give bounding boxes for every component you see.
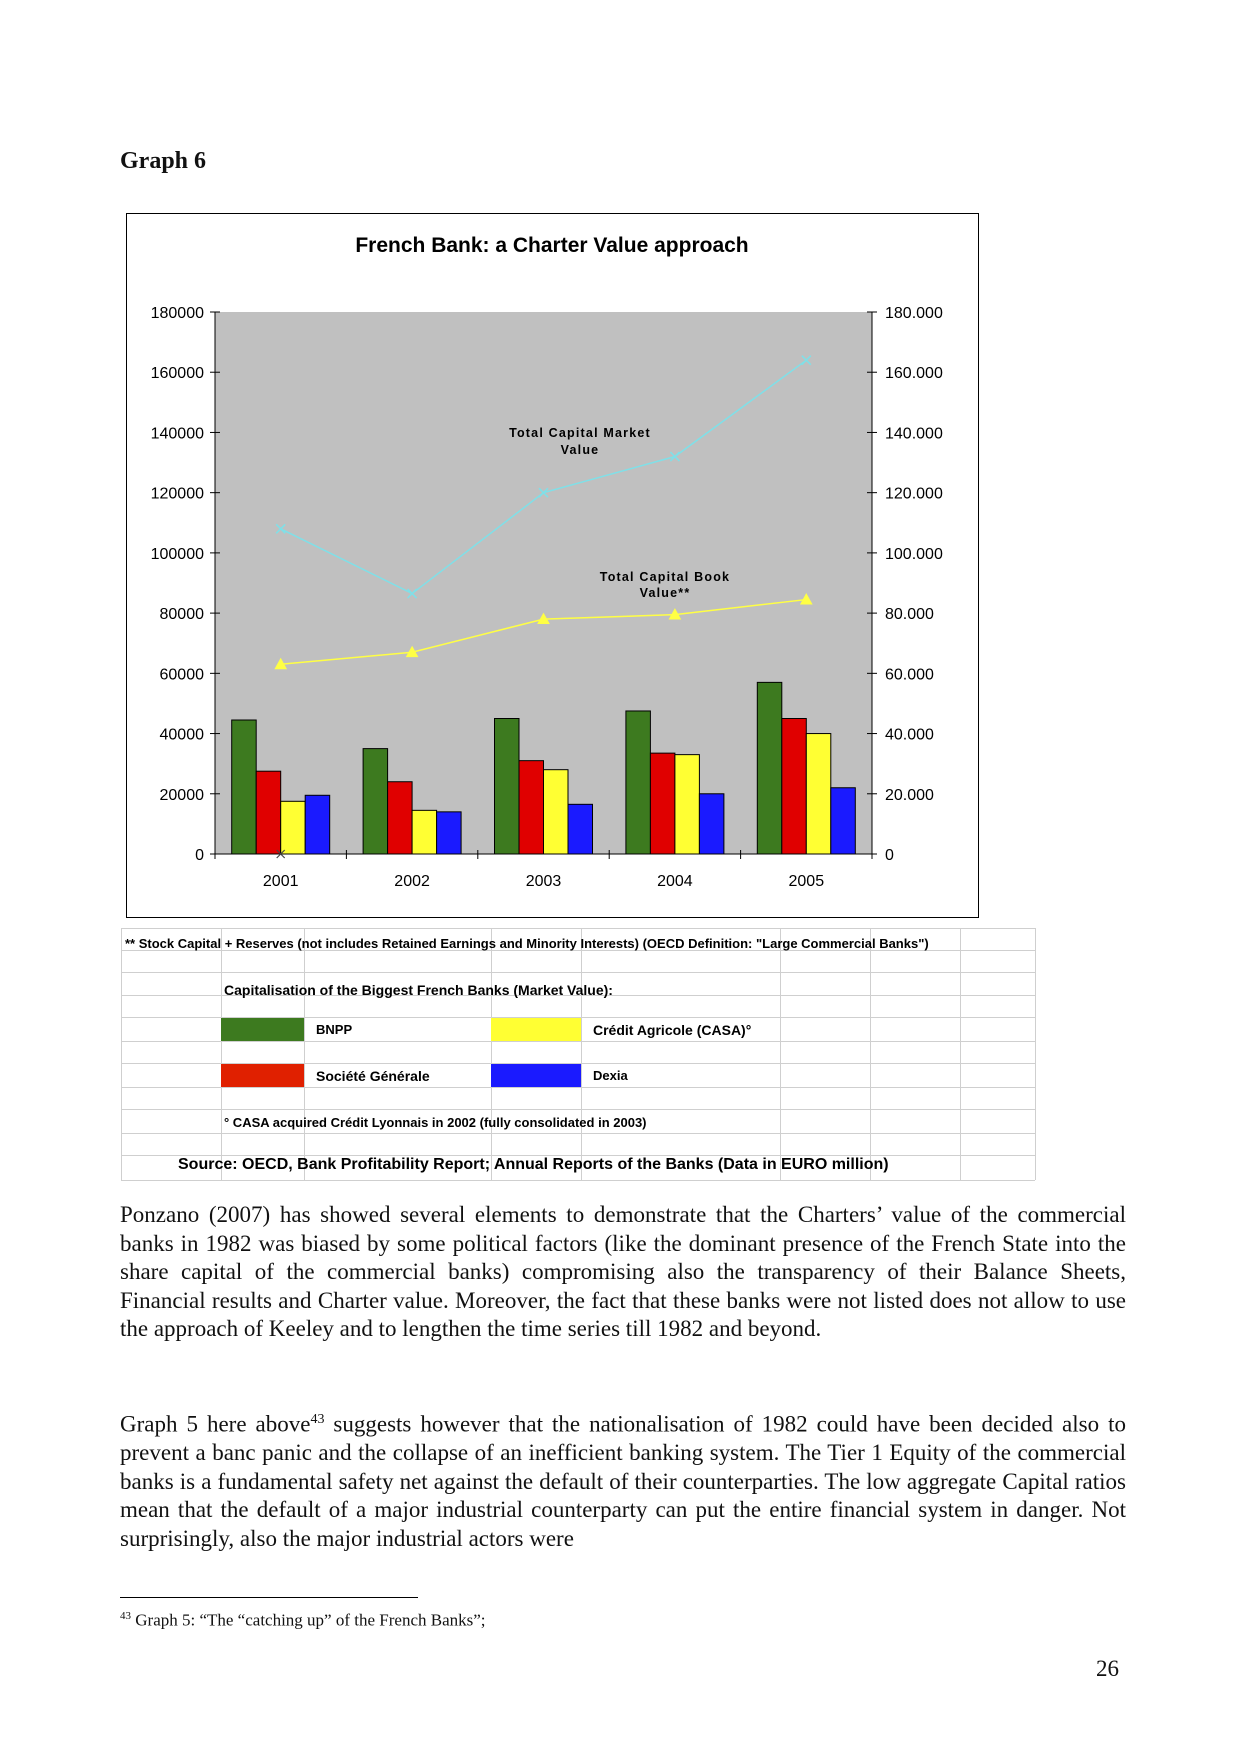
bar-soci-t-g-n-rale-2003 <box>519 761 544 854</box>
annotation-market-value-line2: Value <box>560 443 600 457</box>
y-tick-label-left: 80000 <box>159 606 204 624</box>
footnote-ref[interactable]: 43 <box>310 1412 325 1427</box>
y-tick-label-left: 160000 <box>150 365 204 383</box>
source-note: Source: OECD, Bank Profitability Report; Annual Reports of the Banks (Data in EURO million) <box>178 1156 889 1173</box>
swatch-societe-generale <box>221 1064 304 1087</box>
y-tick-label-right: 0 <box>885 847 894 864</box>
y-tick-label-left: 120000 <box>150 485 204 503</box>
bar-cr-dit-agricole-casa-2005 <box>806 734 831 854</box>
y-tick-label-left: 0 <box>195 847 204 864</box>
legend-note: ° CASA acquired Crédit Lyonnais in 2002 (fully consolidated in 2003) <box>224 1115 647 1130</box>
y-tick-label-right: 100.000 <box>885 545 943 563</box>
swatch-bnpp <box>221 1018 304 1041</box>
paragraph-2-rest: suggests however that the nationalisation of 1982 could have been decided also to prevent a banc panic and the collapse of an inefficient banking system. The Tier 1 Equity of the commercial banks is a fundamental safety net against the default of their counterparties. The low aggregate Capital ratios mean that the default of a major industrial counterparty can put the entire financial system in danger. Not surprisingly, also the major industrial actors were <box>120 1411 1126 1552</box>
x-tick-label: 2005 <box>788 873 825 890</box>
bar-cr-dit-agricole-casa-2004 <box>675 755 700 854</box>
y-tick-label-left: 180000 <box>150 305 204 322</box>
y-tick-label-right: 140.000 <box>885 425 943 443</box>
footnote-separator <box>120 1597 418 1598</box>
bar-bnpp-2003 <box>495 719 520 855</box>
bar-dexia-2001 <box>305 795 330 854</box>
paragraph-2 <box>120 1406 1126 1554</box>
y-tick-label-right: 40.000 <box>885 726 934 744</box>
y-tick-label-left: 140000 <box>150 425 204 443</box>
y-tick-label-right: 180.000 <box>885 305 943 322</box>
legend-label-bnpp: BNPP <box>316 1022 353 1037</box>
footnote-number: 43 <box>120 1610 131 1622</box>
annotation-market-value-line1: Total Capital Market <box>509 426 651 440</box>
page-number: 26 <box>1096 1656 1119 1681</box>
swatch-dexia <box>491 1064 581 1087</box>
swatch-casa <box>491 1018 581 1041</box>
footnote <box>120 1610 486 1631</box>
footnote-text: Graph 5: “The “catching up” of the French Banks”; <box>131 1610 486 1630</box>
paragraph-2-start: Graph 5 here above <box>120 1411 311 1437</box>
annotation-book-value-line2: Value** <box>639 586 691 600</box>
bar-dexia-2004 <box>699 794 724 854</box>
legend-header: Capitalisation of the Biggest French Banks (Market Value): <box>224 982 613 998</box>
legend-grid-lines <box>120 928 1037 1181</box>
bar-dexia-2002 <box>437 812 462 854</box>
x-tick-label: 2003 <box>525 873 562 890</box>
bar-soci-t-g-n-rale-2004 <box>650 753 675 854</box>
bar-dexia-2003 <box>568 804 593 854</box>
chart-svg <box>127 214 978 917</box>
legend-label-dexia: Dexia <box>593 1068 628 1083</box>
legend-label-casa: Crédit Agricole (CASA)° <box>593 1022 752 1038</box>
legend-label-societe-generale: Société Générale <box>316 1068 430 1084</box>
bar-soci-t-g-n-rale-2005 <box>782 719 807 855</box>
bar-soci-t-g-n-rale-2002 <box>388 782 413 854</box>
x-tick-label: 2002 <box>394 873 430 890</box>
bar-bnpp-2005 <box>757 682 782 854</box>
y-tick-label-left: 20000 <box>159 786 204 804</box>
x-tick-label: 2004 <box>657 873 693 890</box>
y-tick-label-left: 40000 <box>159 726 204 744</box>
annotation-book-value-line1: Total Capital Book <box>599 570 731 584</box>
y-tick-label-right: 20.000 <box>885 786 934 804</box>
graph-heading: Graph 6 <box>120 148 207 174</box>
x-tick-label: 2001 <box>262 873 299 890</box>
y-tick-label-left: 100000 <box>150 545 204 563</box>
y-tick-label-left: 60000 <box>159 666 204 684</box>
chart-title: French Bank: a Charter Value approach <box>355 234 749 257</box>
bar-cr-dit-agricole-casa-2002 <box>412 810 437 854</box>
y-tick-label-right: 60.000 <box>885 666 934 684</box>
bar-dexia-2005 <box>831 788 856 854</box>
y-tick-label-right: 120.000 <box>885 485 943 503</box>
bar-cr-dit-agricole-casa-2003 <box>544 770 569 854</box>
bar-bnpp-2004 <box>626 711 651 854</box>
y-tick-label-right: 160.000 <box>885 365 943 383</box>
bar-cr-dit-agricole-casa-2001 <box>281 801 306 854</box>
bar-bnpp-2001 <box>232 720 257 854</box>
legend-table <box>120 928 1037 1181</box>
legend-footnote: ** Stock Capital + Reserves (not includes Retained Earnings and Minority Interests) (OECD Definition: "Large Commercial Banks") <box>125 936 929 951</box>
paragraph-1 <box>120 1201 1126 1344</box>
bar-bnpp-2002 <box>363 749 388 854</box>
bar-soci-t-g-n-rale-2001 <box>256 771 281 854</box>
paragraph-1-text: Ponzano (2007) has showed several elements to demonstrate that the Charters’ value of the commercial banks in 1982 was biased by some political factors (like the dominant presence of the French State into the share capital of the commercial banks) compromising also the transparency of their Balance Sheets, Financial results and Charter value. Moreover, the fact that these banks were not listed does not allow to use the approach of Keeley and to lengthen the time series till 1982 and beyond. <box>120 1202 1126 1342</box>
chart-frame <box>126 213 979 918</box>
y-tick-label-right: 80.000 <box>885 606 934 624</box>
